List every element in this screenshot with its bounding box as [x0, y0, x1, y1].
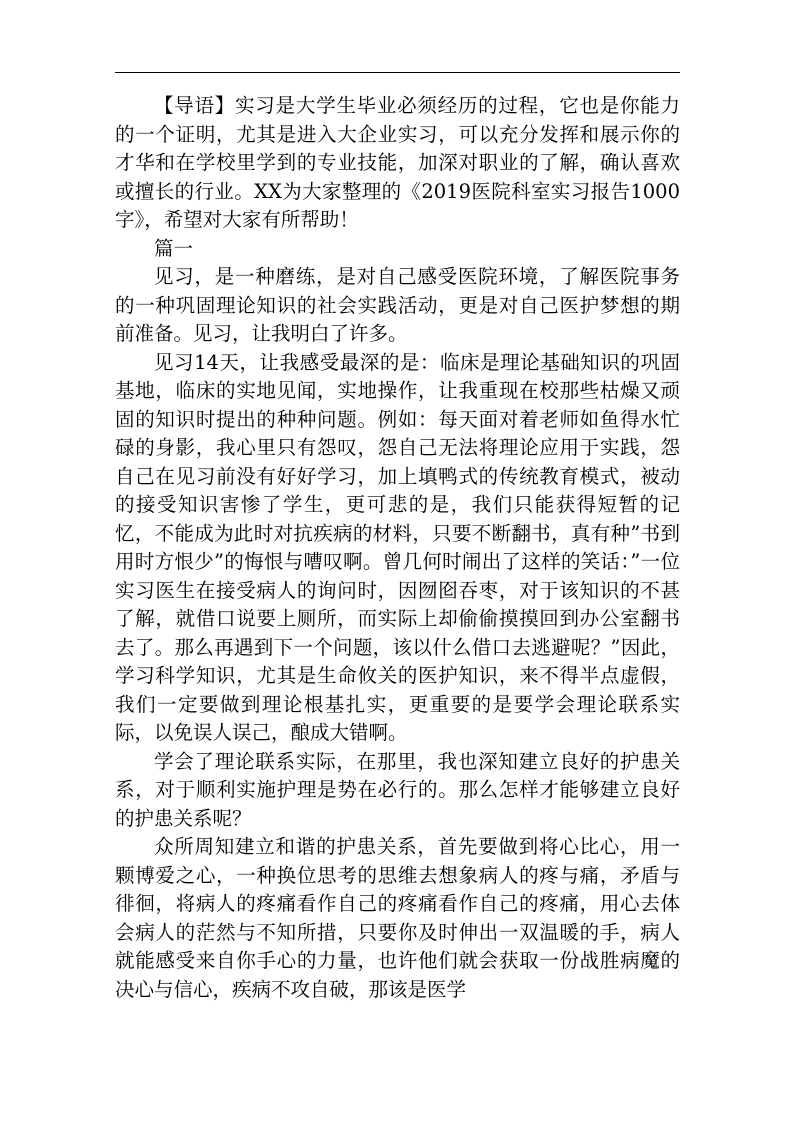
body-paragraph-2: 见习14天，让我感受最深的是：临床是理论基础知识的巩固基地，临床的实地见闻，实地操作，让我重现在校那些枯燥又顽固的知识时提出的种种问题。例如：每天面对着老师如鱼得水忙碌的身影，我心里只有怨叹，怨自己无法将理论应用于实践，怨自己在见习前没有好好学习，加上填鸭式的传统教育模式，被动的接受知识害惨了学生，更可悲的是，我们只能获得短暂的记忆，不能成为此时对抗疾病的材料，只要不断翻书，真有种”书到用时方恨少”的悔恨与嘈叹啊。曾几何时闹出了这样的笑话：”一位实习医生在接受病人的询问时，因囫囵吞枣，对于该知识的不甚了解，就借口说要上厕所，而实际上却偷偷摸摸回到办公室翻书去了。那么再遇到下一个问题，该以什么借口去逃避呢？”因此，学习科学知识，尤其是生命攸关的医护知识，来不得半点虚假，我们一定要做到理论根基扎实，更重要的是要学会理论联系实际，以免误人误己，酿成大错啊。	[115, 350, 680, 744]
intro-paragraph: 【导语】实习是大学生毕业必须经历的过程，它也是你能力的一个证明，尤其是进入大企业实习，可以充分发挥和展示你的才华和在学校里学到的专业技能，加深对职业的了解，确认喜欢或擅长的行业。XX为大家整理的《2019医院科室实习报告1000字》，希望对大家有所帮助！	[115, 94, 680, 231]
header-rule	[115, 72, 680, 73]
body-paragraph-4: 众所周知建立和谐的护患关系，首先要做到将心比心，用一颗博爱之心，一种换位思考的思维去想象病人的疼与痛，矛盾与徘徊，将病人的疼痛看作自己的疼痛看作自己的疼痛，用心去体会病人的茫然与不知所措，只要你及时伸出一双温暖的手，病人就能感受来自你手心的力量，也许他们就会获取一份战胜病魔的决心与信心，疾病不攻自破，那该是医学	[115, 835, 680, 1001]
section-title: 篇一	[154, 236, 194, 260]
body-paragraph-1: 见习，是一种磨练，是对自己感受医院环境，了解医院事务的一种巩固理论知识的社会实践活动，更是对自己医护梦想的期前准备。见习，让我明白了许多。	[115, 265, 680, 345]
body-paragraph-3: 学会了理论联系实际，在那里，我也深知建立良好的护患关系，对于顺利实施护理是势在必行的。那么怎样才能够建立良好的护患关系呢？	[115, 749, 680, 830]
document-body	[115, 92, 680, 1004]
